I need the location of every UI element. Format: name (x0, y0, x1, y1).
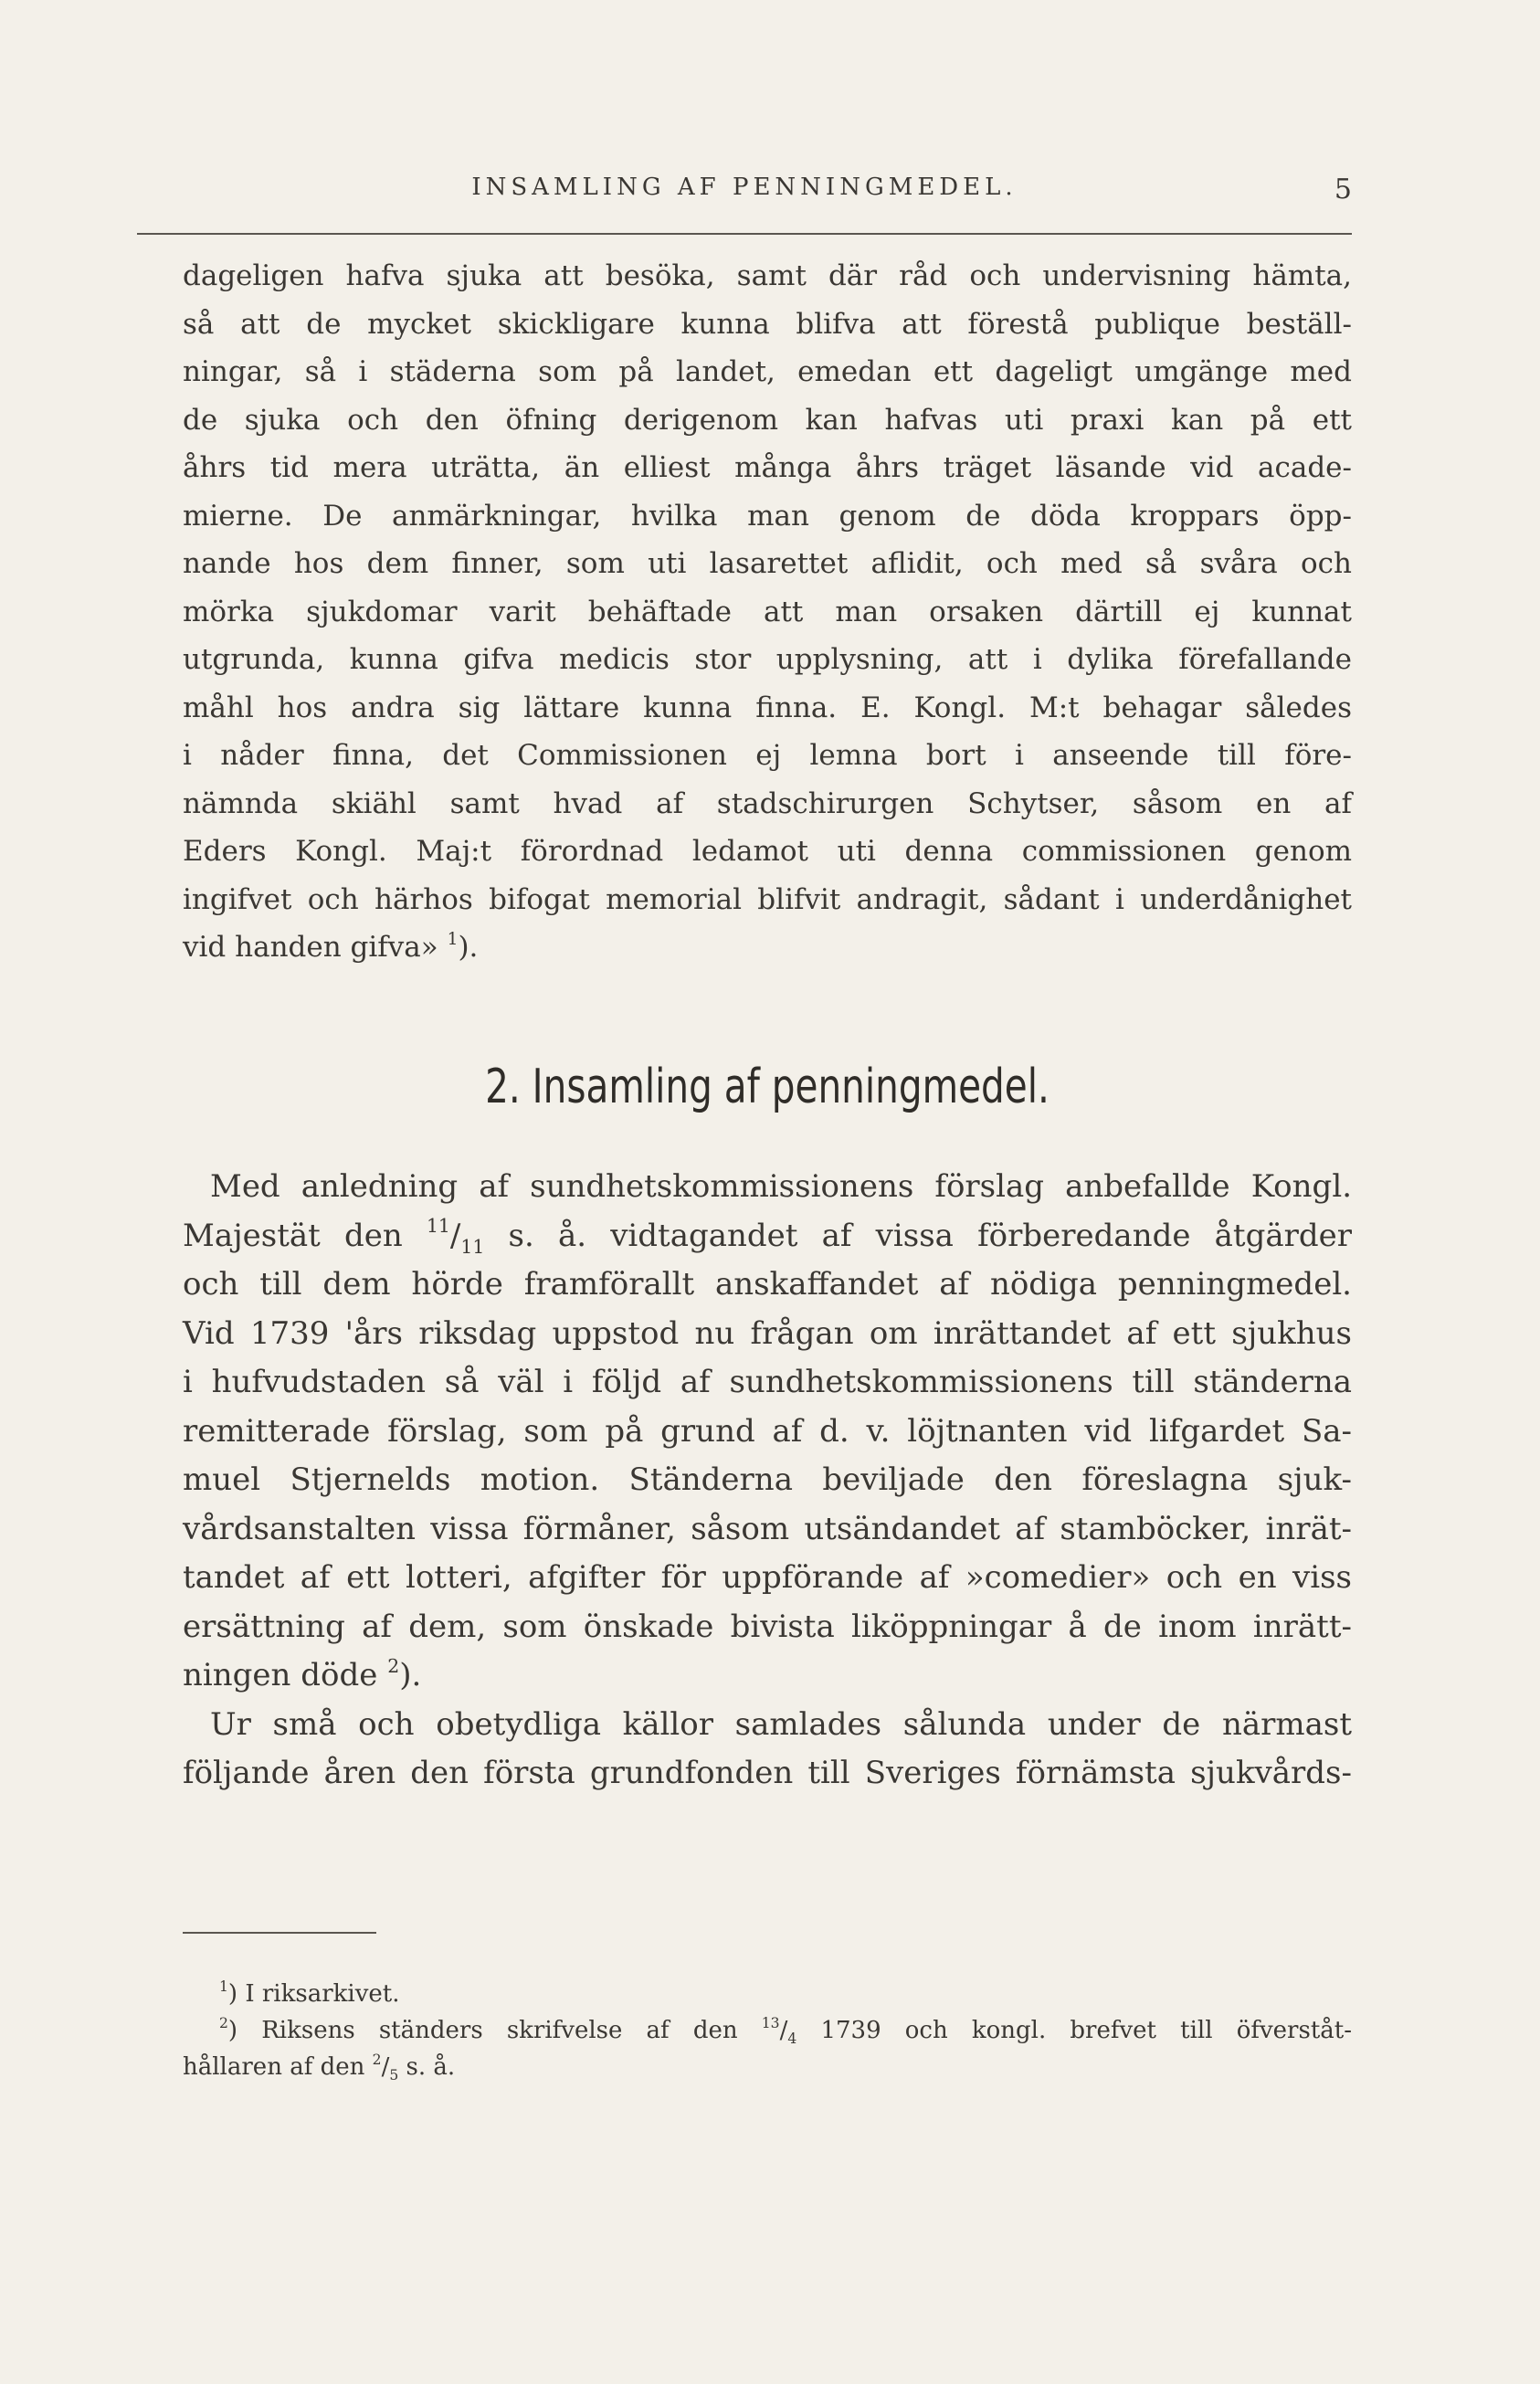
text-line: utgrunda, kunna gifva medicis stor upplysning, att i dylika förefallande (183, 643, 1352, 676)
fraction-numerator: 11 (426, 1215, 450, 1238)
text-line: nande hos dem finner, som uti lasarettet aflidit, och med så svåra och (183, 547, 1352, 580)
fraction-denominator: 5 (389, 2067, 399, 2084)
fraction-numerator: 13 (761, 2014, 780, 2031)
text-line: ingifvet och härhos bifogat memorial blifvit andragit, sådant i underdånighet (183, 882, 1352, 916)
text-line: Med anledning af sundhetskommissionens förslag anbefallde Kongl. (210, 1168, 1352, 1205)
text-line: mierne. De anmärkningar, hvilka man genom de döda kroppars öpp- (183, 499, 1352, 533)
date-fraction: $^2/_5$ (372, 2051, 399, 2084)
text-line: Vid 1739 'års riksdag uppstod nu frågan om inrättandet af ett sjukhus (183, 1314, 1352, 1352)
text-line: och till dem hörde framförallt anskaffandet af nödiga penningmedel. (183, 1266, 1352, 1303)
footnote-text: 1739 och kongl. brefvet till öfverståt- (820, 2017, 1353, 2044)
text-fragment: vid handen gifva» (183, 931, 438, 964)
text-line: dageligen hafva sjuka att besöka, samt där råd och undervisning hämta, (183, 259, 1352, 292)
text-line: åhrs tid mera uträtta, än elliest många åhrs träget läsande vid acade- (183, 451, 1352, 484)
footnote-mark: 2 (219, 2014, 228, 2031)
footnote-text: ) I riksarkivet. (227, 1980, 400, 2008)
date-fraction: $^{13}/_4$ (761, 2014, 797, 2048)
text-line: muel Stjernelds motion. Ständerna beviljade den föreslagna sjuk- (183, 1461, 1352, 1498)
text-line: de sjuka och den öfning derigenom kan hafvas uti praxi kan på ett (183, 403, 1352, 437)
footnote-mark: 1 (219, 1978, 228, 1995)
text-line: måhl hos andra sig lättare kunna finna. E. Kongl. M:t behagar således (183, 691, 1352, 724)
text-line-last (183, 1651, 1352, 1701)
text-line: Eders Kongl. Maj:t förordnad ledamot uti denna commissionen genom (183, 835, 1352, 868)
date-fraction: $^{11}/_{11}$ (426, 1215, 485, 1258)
footnote-rule (183, 1932, 376, 1934)
text-line: ningar, så i städerna som på landet, emedan ett dageligt umgänge med (183, 355, 1352, 388)
text-fragment: s. å. vidtagandet af vissa förberedande åtgärder (508, 1217, 1353, 1254)
fraction-denominator: 4 (787, 2031, 797, 2048)
footnote-text: ) Riksens ständers skrifvelse af den (227, 2017, 738, 2044)
footnote-2-continued (183, 2049, 1352, 2085)
page-number: 5 (1334, 174, 1352, 206)
footnote-ref-2: 2 (387, 1654, 400, 1677)
header-rule (137, 233, 1352, 235)
running-head (137, 174, 1352, 206)
running-title: INSAMLING AF PENNINGMEDEL. (471, 174, 1018, 201)
text-line-last (183, 923, 1352, 972)
text-line: remitterade förslag, som på grund af d. v. löjtnanten vid lifgardet Sa- (183, 1412, 1352, 1450)
text-line: ersättning af dem, som önskade bivista liköppningar å de inom inrätt- (183, 1608, 1352, 1645)
text-line: vårdsanstalten vissa förmåner, såsom utsändandet af stamböcker, inrät- (183, 1510, 1352, 1547)
text-fragment: ). (458, 931, 479, 964)
footnote-1 (183, 1976, 1352, 2012)
text-fragment: ). (399, 1657, 422, 1693)
paragraph-1 (183, 252, 1352, 972)
text-fragment: Majestät den (183, 1217, 403, 1254)
fraction-numerator: 2 (372, 2051, 382, 2068)
text-line: så att de mycket skickligare kunna blifva att förestå publique beställ- (183, 307, 1352, 341)
section-heading: 2. Insamling af penningmedel. (485, 1060, 1050, 1114)
text-line: nämnda skiähl samt hvad af stadschirurgen Schytser, såsom en af (183, 786, 1352, 820)
footnote-text: hållaren af den (183, 2053, 365, 2081)
text-line (183, 1212, 1352, 1261)
footnotes (183, 1976, 1352, 2085)
text-line: tandet af ett lotteri, afgifter för uppförande af »comedier» och en viss (183, 1559, 1352, 1596)
paragraph-2 (183, 1163, 1352, 1799)
text-line: mörka sjukdomar varit behäftade att man orsaken därtill ej kunnat (183, 595, 1352, 628)
text-fragment: ningen döde (183, 1657, 378, 1693)
fraction-denominator: 11 (460, 1235, 485, 1258)
text-line: följande åren den första grundfonden till Sveriges förnämsta sjukvårds- (183, 1755, 1352, 1791)
text-line: Ur små och obetydliga källor samlades sålunda under de närmast (210, 1705, 1352, 1743)
footnote-2 (183, 2012, 1352, 2049)
footnote-ref-1: 1 (447, 929, 459, 949)
text-line: i hufvudstaden så väl i följd af sundhetskommissionens till ständerna (183, 1364, 1352, 1400)
text-line: i nåder finna, det Commissionen ej lemna bort i anseende till före- (183, 739, 1352, 772)
footnote-text: s. å. (406, 2053, 456, 2081)
